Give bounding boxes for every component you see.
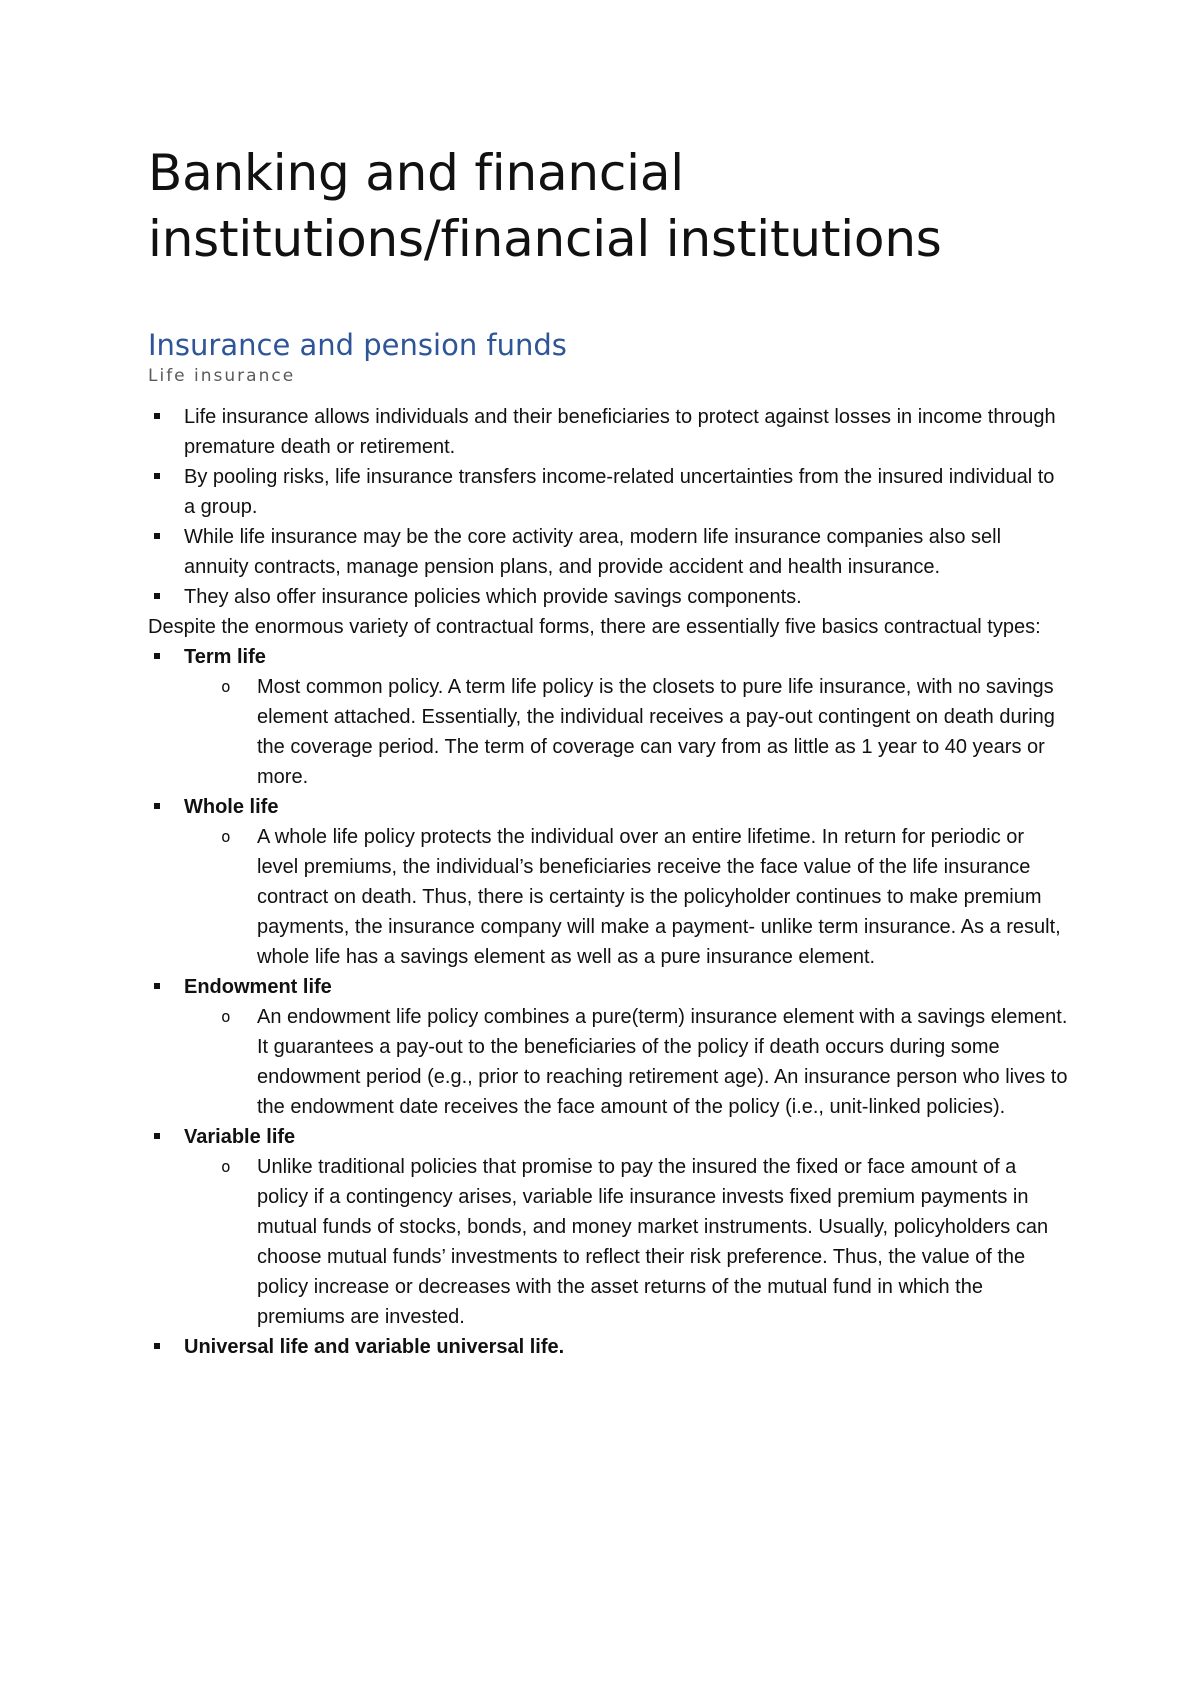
- contract-type-item: [184, 642, 1068, 792]
- circle-bullet-icon: o: [221, 827, 231, 846]
- list-item-text: While life insurance may be the core activity area, modern life insurance companies also sell annuity contracts, manage pension plans, and provide accident and health insurance.: [184, 526, 1002, 578]
- square-bullet-icon: [150, 402, 164, 432]
- contract-type-description: Most common policy. A term life policy is the closets to pure life insurance, with no savings element attached. Essentially, the individual receives a pay-out contingent on death during the coverage period. The term of coverage can vary from as little as 1 year to 40 years or more.: [257, 676, 1055, 788]
- sub-bullet-list: [184, 1002, 1068, 1122]
- square-bullet-icon: [150, 972, 164, 1002]
- contract-type-description: Unlike traditional policies that promise to pay the insured the fixed or face amount of a policy if a contingency arises, variable life insurance invests fixed premium payments in mutual funds of stocks, bonds, and money market instruments. Usually, policyholders can choose mutual funds’ investments to reflect their risk preference. Thus, the value of the policy increase or decreases with the asset returns of the mutual fund in which the premiums are invested.: [257, 1156, 1049, 1328]
- sub-bullet-list: [184, 822, 1068, 972]
- section-heading: Insurance and pension funds: [148, 328, 567, 362]
- list-item: [184, 522, 1068, 582]
- list-item: [184, 462, 1068, 522]
- square-bullet-icon: [150, 1332, 164, 1362]
- sub-list-item: [221, 672, 1068, 792]
- square-bullet-icon: [150, 792, 164, 822]
- circle-bullet-icon: o: [221, 677, 231, 696]
- list-item: [184, 582, 1068, 612]
- contract-types-list: [148, 642, 1068, 1362]
- sub-bullet-list: [184, 1152, 1068, 1332]
- sub-bullet-list: [184, 672, 1068, 792]
- contract-type-item: [184, 792, 1068, 972]
- square-bullet-icon: [150, 642, 164, 672]
- square-bullet-icon: [150, 462, 164, 492]
- contract-type-term: Variable life: [184, 1126, 296, 1148]
- contract-type-description: An endowment life policy combines a pure(term) insurance element with a savings element. It guarantees a pay-out to the beneficiaries of the policy if death occurs during some endowment period (e.g., prior to reaching retirement age). An insurance person who lives to the endowment date receives the face amount of the policy (i.e., unit-linked policies).: [257, 1006, 1068, 1118]
- sub-list-item: [221, 1002, 1068, 1122]
- contract-type-term: Universal life and variable universal life.: [184, 1336, 565, 1358]
- square-bullet-icon: [150, 582, 164, 612]
- contract-type-term: Endowment life: [184, 976, 332, 998]
- contract-type-description: A whole life policy protects the individual over an entire lifetime. In return for periodic or level premiums, the individual’s beneficiaries receive the face value of the life insurance contract on death. Thus, there is certainty is the policyholder continues to make premium payments, the insurance company will make a payment- unlike term insurance. As a result, whole life has a savings element as well as a pure insurance element.: [257, 826, 1061, 968]
- body-paragraph: Despite the enormous variety of contractual forms, there are essentially five basics contractual types:: [148, 616, 1041, 638]
- list-item-text: Life insurance allows individuals and their beneficiaries to protect against losses in income through premature death or retirement.: [184, 406, 1056, 458]
- circle-bullet-icon: o: [221, 1007, 231, 1026]
- sub-list-item: [221, 1152, 1068, 1332]
- square-bullet-icon: [150, 522, 164, 552]
- document-body: [148, 140, 1068, 1362]
- list-item: [184, 402, 1068, 462]
- circle-bullet-icon: o: [221, 1157, 231, 1176]
- contract-type-item: [184, 1332, 1068, 1362]
- contract-type-item: [184, 1122, 1068, 1332]
- sub-list-item: [221, 822, 1068, 972]
- contract-type-item: [184, 972, 1068, 1122]
- contract-type-term: Whole life: [184, 796, 279, 818]
- list-item-text: They also offer insurance policies which provide savings components.: [184, 586, 802, 608]
- intro-bullet-list: [148, 402, 1068, 612]
- section-subtitle: Life insurance: [148, 366, 296, 386]
- document-title: Banking and financial institutions/financial institutions: [148, 144, 942, 268]
- contract-type-term: Term life: [184, 646, 266, 668]
- list-item-text: By pooling risks, life insurance transfers income-related uncertainties from the insured individual to a group.: [184, 466, 1055, 518]
- square-bullet-icon: [150, 1122, 164, 1152]
